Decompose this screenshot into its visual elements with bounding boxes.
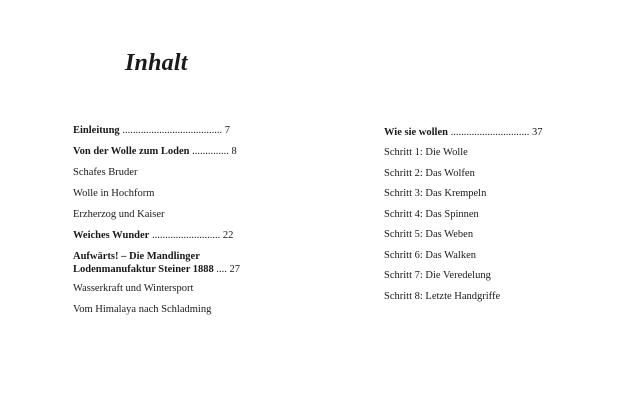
toc-section-entry[interactable] — [73, 282, 193, 295]
toc-entry-label: Wolle in Hochform — [73, 188, 155, 199]
toc-chapter-entry[interactable] — [384, 126, 542, 139]
toc-section-entry[interactable] — [384, 269, 491, 282]
toc-section-entry[interactable] — [73, 166, 137, 179]
toc-page-number: 22 — [220, 230, 234, 241]
toc-entry-label-continued: Lodenmanufaktur Steiner 1888 — [73, 264, 214, 275]
toc-page-number: 8 — [228, 146, 237, 157]
toc-entry-label: Erzherzog und Kaiser — [73, 209, 165, 220]
toc-section-entry[interactable] — [384, 228, 473, 241]
toc-entry-label: Schritt 1: Die Wolle — [384, 147, 468, 158]
toc-leader-dots: .......................... — [149, 230, 221, 241]
toc-entry-label: Schritt 4: Das Spinnen — [384, 209, 479, 220]
toc-entry-label: Weiches Wunder — [73, 230, 150, 241]
toc-page-number: 7 — [222, 125, 230, 136]
toc-entry-label: Wasserkraft und Wintersport — [73, 283, 194, 294]
toc-entry-label: Schritt 7: Die Veredelung — [384, 270, 491, 281]
toc-leader-dots: .... — [213, 264, 227, 275]
toc-entry-label: Schafes Bruder — [73, 167, 138, 178]
toc-section-entry[interactable] — [73, 303, 211, 316]
toc-entry-label: Schritt 8: Letzte Handgriffe — [384, 291, 501, 302]
toc-entry-label: Einleitung — [73, 125, 120, 136]
toc-section-entry[interactable] — [384, 208, 479, 221]
toc-entry-label: Von der Wolle zum Loden — [73, 146, 190, 157]
toc-entry-label: Schritt 3: Das Krempeln — [384, 188, 487, 199]
toc-entry-label: Schritt 5: Das Weben — [384, 229, 474, 240]
toc-leader-dots: ...................................... — [119, 125, 223, 136]
page-title: Inhalt — [125, 50, 188, 76]
toc-chapter-entry[interactable] — [73, 229, 233, 242]
toc-entry-label: Schritt 2: Das Wolfen — [384, 168, 475, 179]
toc-section-entry[interactable] — [73, 208, 165, 221]
toc-entry-label: Vom Himalaya nach Schladming — [73, 304, 212, 315]
toc-entry-label: Wie sie wollen — [384, 127, 448, 138]
toc-chapter-entry[interactable] — [73, 145, 237, 158]
toc-page-number: 37 — [529, 127, 543, 138]
toc-section-entry[interactable] — [384, 187, 486, 200]
toc-section-entry[interactable] — [384, 249, 476, 262]
toc-chapter-entry[interactable] — [73, 250, 240, 276]
toc-entry-label: Aufwärts! – Die Mandlinger — [73, 251, 200, 262]
toc-section-entry[interactable] — [384, 290, 500, 303]
toc-section-entry[interactable] — [73, 187, 154, 200]
toc-page-number: 27 — [226, 264, 241, 275]
toc-entry-label: Schritt 6: Das Walken — [384, 250, 476, 261]
toc-section-entry[interactable] — [384, 167, 475, 180]
toc-leader-dots: .............. — [189, 146, 229, 157]
toc-leader-dots: .............................. — [447, 127, 530, 138]
toc-chapter-entry[interactable] — [73, 124, 230, 137]
toc-section-entry[interactable] — [384, 146, 468, 159]
